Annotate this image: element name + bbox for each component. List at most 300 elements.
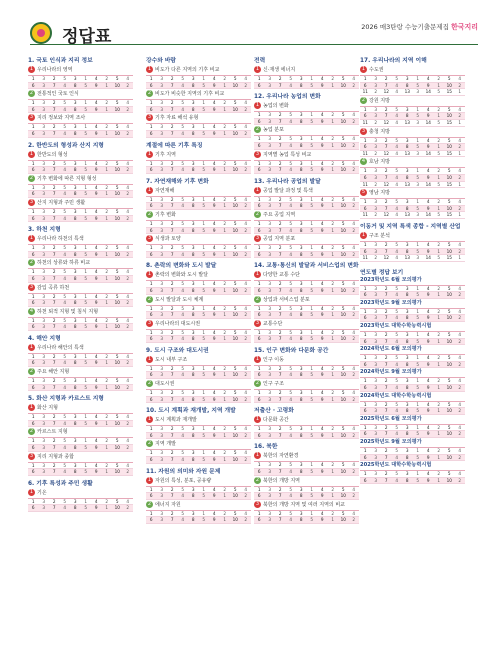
section [146,263,251,343]
answer-row: 1 3 2 5 3 1 4 2 5 4 [28,161,133,168]
section [146,469,251,524]
answer-grid [146,75,251,89]
answer-row: 6 3 7 4 8 5 9 1 10 2 [28,385,133,392]
answer-row: 6 3 7 4 8 5 9 1 10 2 [254,469,359,476]
answer-grid [146,160,251,174]
section [146,58,251,138]
answer-row: 6 3 7 4 8 5 9 1 10 2 [28,469,133,476]
answer-row: 1 3 2 5 3 1 4 2 5 4 [254,366,359,373]
answer-row: 1 3 2 5 3 1 4 2 5 4 [146,366,251,373]
section-title: 8. 촌락의 변화와 도시 발달 [146,263,217,270]
number-badge: 3 [147,235,152,242]
section [146,408,251,463]
answer-grid [254,329,359,343]
answer-row: 1 3 2 5 3 1 4 2 5 4 [254,136,359,143]
answer-row: 1 3 2 5 3 1 4 2 5 4 [28,209,133,216]
subsection-title: 3 기후 자료 해석 유형 [147,114,199,122]
number-badge: 1 [147,186,152,193]
section [254,348,359,403]
answer-row: 6 3 7 4 8 5 9 1 10 2 [254,203,359,210]
exam-year-title: 2023학년도 대학수학능력시험 [360,323,432,330]
answer-grid [360,354,465,368]
subsection-title: 1 농업의 변화 [255,102,289,110]
column-2 [146,58,251,529]
answer-grid [360,401,465,415]
subsection-title: 1 북한의 자연환경 [255,452,299,460]
number-badge: 4 [29,307,34,314]
answer-row: 11 2 12 4 13 3 14 5 15 1 [360,212,465,219]
number-badge: 3 [29,114,34,121]
subsection-title: 3 북한의 개방 지역 및 여러 지역의 비교 [255,500,345,508]
answer-row: 6 3 7 4 8 5 9 1 10 2 [254,433,359,440]
answer-row: 1 3 2 5 3 1 4 2 5 4 [28,269,133,276]
answer-grid [146,365,251,379]
number-badge: 1 [255,102,260,109]
answer-row: 1 3 2 5 3 1 4 2 5 4 [28,100,133,107]
answer-row: 1 3 2 5 3 1 4 2 5 4 [146,245,251,252]
subsection-title: 2 에너지 자원 [147,500,181,508]
header [0,0,500,56]
subsection-title: 2 전통적인 국토 인식 [29,90,79,98]
answer-row: 1 3 2 5 3 1 4 2 5 4 [360,402,465,409]
answer-row: 6 3 7 4 8 5 9 1 10 2 [254,228,359,235]
section [28,336,133,391]
answer-grid [146,449,251,463]
answer-row: 6 3 7 4 8 5 9 1 10 2 [254,252,359,259]
answer-grid [254,425,359,439]
answer-row: 6 3 7 4 8 5 9 1 10 2 [28,360,133,367]
section-title: 11. 자원의 의미와 자원 문제 [146,468,221,475]
subsection-title: 2 비도가 비슷한 지역의 기후 비교 [147,90,225,98]
subsection-title: 1 다양한 교통 수단 [255,271,300,279]
number-badge: 2 [29,90,34,97]
exam-year-title: 2025학년도 6월 모의평가 [360,415,422,422]
answer-row: 1 3 2 5 3 1 4 2 5 4 [146,76,251,83]
column-4 [360,58,465,484]
answer-row: 1 3 2 5 3 1 4 2 5 4 [254,281,359,288]
answer-grid [254,244,359,258]
answer-grid [146,486,251,500]
answer-row: 1 3 2 5 3 1 4 2 5 4 [146,281,251,288]
answer-row: 6 3 7 4 8 5 9 1 10 2 [146,131,251,138]
section-title: 강수와 바람 [146,58,177,64]
answer-row: 1 3 2 5 3 1 4 2 5 4 [254,245,359,252]
subsection-title: 1 우리나라의 영역 [29,66,73,73]
answer-row: 11 2 12 4 13 3 14 5 15 1 [360,255,465,262]
subsection-title: 2 하천의 상류와 하류 비교 [29,259,91,267]
answer-row: 6 3 7 4 8 5 9 1 10 2 [254,493,359,500]
answer-row: 1 3 2 5 3 1 4 2 5 4 [146,221,251,228]
number-badge: 2 [255,380,260,387]
number-badge: 2 [29,428,34,435]
section-title: 6. 기후 특성과 주민 생활 [28,480,93,487]
number-badge: 2 [255,126,260,133]
answer-row: 6 3 7 4 8 5 9 1 10 2 [360,144,465,151]
answer-grid [28,75,133,89]
subsection-title: 1 우리나라 하천의 특색 [29,235,84,243]
answer-grid [360,285,465,299]
answer-grid [254,135,359,149]
subsection-title: 2 도시 발달과 도시 체계 [147,295,204,303]
number-badge: 1 [29,488,34,495]
answer-row: 1 3 2 5 3 1 4 2 5 4 [254,112,359,119]
subsection-title: 1 비도가 다른 지역의 기후 비교 [147,66,220,73]
answer-row: 1 3 2 5 3 1 4 2 5 4 [28,185,133,192]
answer-row: 6 3 7 4 8 5 9 1 10 2 [28,324,133,331]
section [28,58,133,138]
subsection-title: 1 신·재생 에너지 [255,66,296,73]
number-badge: 3 [147,114,152,121]
number-badge: 1 [147,416,152,423]
answer-row: 1 3 2 5 3 1 4 2 5 4 [360,242,465,249]
column-3 [254,58,359,529]
answer-grid [254,510,359,524]
section-title: 5. 화산 지형과 카르스트 지형 [28,396,104,403]
answer-grid [146,220,251,234]
answer-row: 1 3 2 5 3 1 4 2 5 4 [360,286,465,293]
subsection-title: 3 지리 지형과 종합 [29,452,74,460]
answer-row: 1 3 2 5 3 1 4 2 5 4 [360,138,465,145]
answer-row: 1 3 2 5 3 1 4 2 5 4 [28,414,133,421]
answer-row: 11 2 12 4 13 3 14 5 15 1 [360,89,465,96]
answer-row: 6 3 7 4 8 5 9 1 10 2 [360,206,465,213]
page-subtitle: 2026 매3탄랑 수능기출문제집 한국지리 [361,23,478,31]
answer-row: 6 3 7 4 8 5 9 1 10 2 [28,131,133,138]
section-title: 저출산 · 고령화 [254,408,294,415]
subsection-title: 1 자원의 특성, 분포, 공유량 [147,476,212,484]
number-badge: 4 [361,158,366,165]
number-badge: 3 [29,283,34,290]
subsection-title: 2 주요 공업 지역 [255,210,296,218]
number-badge: 2 [29,174,34,181]
section-title: 3. 하천 지형 [28,227,61,234]
answer-grid [28,462,133,476]
section [28,481,133,512]
subsection-title: 1 우리나라 해안의 특색 [29,343,84,351]
section-title: 7. 자연재해와 기후 변화 [146,178,209,185]
answer-row: 6 3 7 4 8 5 9 1 10 2 [360,455,465,462]
section [146,179,251,259]
answer-row: 6 3 7 4 8 5 9 1 10 2 [360,408,465,415]
section [254,263,359,343]
answer-row: 6 3 7 4 8 5 9 1 10 2 [254,372,359,379]
answer-row: 1 3 2 5 3 1 4 2 5 4 [254,390,359,397]
subsection-title: 3 산지 지형과 주민 생활 [29,198,86,206]
section [254,94,359,174]
answer-grid [360,447,465,461]
answer-row: 6 3 7 4 8 5 9 1 10 2 [146,288,251,295]
subsection-title: 2 카르스트 지형 [29,428,68,436]
answer-grid [146,99,251,113]
number-badge: 3 [29,198,34,205]
answer-grid [254,305,359,319]
answer-grid [360,106,465,127]
answer-grid [360,424,465,438]
answer-row: 6 3 7 4 8 5 9 1 10 2 [28,300,133,307]
answer-grid [360,75,465,96]
answer-row: 1 3 2 5 3 1 4 2 5 4 [146,124,251,131]
answer-grid [28,244,133,258]
number-badge: 1 [29,66,34,72]
number-badge: 3 [255,150,260,157]
answer-grid [28,437,133,451]
answer-grid [254,196,359,210]
answer-row: 6 3 7 4 8 5 9 1 10 2 [28,107,133,114]
answer-grid [360,377,465,391]
answer-row: 1 3 2 5 3 1 4 2 5 4 [254,161,359,168]
answer-row: 6 3 7 4 8 5 9 1 10 2 [254,167,359,174]
answer-row: 6 3 7 4 8 5 9 1 10 2 [28,83,133,90]
answer-grid [28,413,133,427]
subsection-title: 1 인구 이동 [255,355,284,363]
number-badge: 2 [147,210,152,217]
answer-row: 6 3 7 4 8 5 9 1 10 2 [360,385,465,392]
answer-row: 6 3 7 4 8 5 9 1 10 2 [360,339,465,346]
exam-year-title: 2024학년도 9월 모의평가 [360,369,422,376]
section [28,227,133,331]
answer-row: 6 3 7 4 8 5 9 1 10 2 [146,457,251,464]
subsection-title: 2 기후 변화 [147,210,176,218]
answer-grid [254,486,359,500]
answer-row: 1 3 2 5 3 1 4 2 5 4 [146,306,251,313]
subsection-title: 2 상업과 서비스업 분포 [255,295,310,303]
number-badge: 1 [29,404,34,411]
section-title: 13. 우리나라 공업의 발달 [254,178,321,185]
number-badge: 2 [255,295,260,302]
answer-grid [28,160,133,174]
answer-row: 1 3 2 5 3 1 4 2 5 4 [28,438,133,445]
section [254,179,359,259]
answer-row: 1 3 2 5 3 1 4 2 5 4 [254,487,359,494]
answer-row: 1 3 2 5 3 1 4 2 5 4 [146,511,251,518]
answers-title: 연도별 정답 보기 [360,269,404,276]
header-rule [30,44,478,45]
answer-row: 1 3 2 5 3 1 4 2 5 4 [254,330,359,337]
section-title: 1. 국토 인식과 지리 정보 [28,58,93,64]
number-badge: 3 [255,500,260,507]
answer-row: 1 3 2 5 3 1 4 2 5 4 [254,426,359,433]
answer-row: 1 3 2 5 3 1 4 2 5 4 [360,471,465,478]
section [360,58,465,219]
answer-row: 1 3 2 5 3 1 4 2 5 4 [146,426,251,433]
number-badge: 1 [255,452,260,459]
number-badge: 1 [147,271,152,278]
subsection-title: 4 하천 퇴적 지형 및 침식 지형 [29,307,99,315]
answer-row: 1 3 2 5 3 1 4 2 5 4 [146,390,251,397]
subsection-title: 1 한반도의 형성 [29,150,68,158]
section [254,408,359,439]
answer-row: 1 3 2 5 3 1 4 2 5 4 [146,197,251,204]
answer-row: 1 3 2 5 3 1 4 2 5 4 [28,463,133,470]
subsection-title: 2 대도시권 [147,380,175,388]
answer-grid [28,498,133,512]
answer-grid [360,331,465,345]
number-badge: 2 [29,259,34,266]
answer-row: 6 3 7 4 8 5 9 1 10 2 [28,421,133,428]
answer-row: 6 3 7 4 8 5 9 1 10 2 [146,167,251,174]
subsection-title: 1 도시 계획과 재개발 [147,416,197,424]
answer-row: 1 3 2 5 3 1 4 2 5 4 [360,448,465,455]
answer-grid [146,329,251,343]
subsection-title: 5 영남 지방 [361,189,390,197]
answer-row: 1 3 2 5 3 1 4 2 5 4 [146,100,251,107]
number-badge: 1 [255,66,260,72]
number-badge: 1 [255,416,260,423]
answer-row: 1 3 2 5 3 1 4 2 5 4 [28,294,133,301]
number-badge: 1 [29,343,34,350]
answer-grid [254,280,359,294]
subsection-title: 1 화산 지형 [29,404,58,412]
answer-row: 1 3 2 5 3 1 4 2 5 4 [146,487,251,494]
answer-grid [28,317,133,331]
answer-grid [254,365,359,379]
answer-row: 6 3 7 4 8 5 9 1 10 2 [360,362,465,369]
number-badge: 5 [361,189,366,196]
answer-grid [28,268,133,282]
exam-year-title: 2025학년도 9월 모의평가 [360,439,422,445]
subsection-title: 3 충청 지방 [361,127,390,135]
answer-row: 6 3 7 4 8 5 9 1 10 2 [146,107,251,114]
answer-grid [146,196,251,210]
answer-row: 6 3 7 4 8 5 9 1 10 2 [360,292,465,299]
subsection-title: 2 북한의 개방 지역 [255,476,300,484]
subsection-title: 1 자연재해 [147,186,175,194]
section [28,143,133,223]
answer-row: 6 3 7 4 8 5 9 1 10 2 [146,336,251,343]
answer-grid [146,425,251,439]
number-badge: 2 [147,90,152,97]
section-title: 9. 도시 구조와 대도시권 [146,347,209,354]
answer-row: 6 3 7 4 8 5 9 1 10 2 [28,252,133,259]
answer-row: 6 3 7 4 8 5 9 1 10 2 [360,249,465,256]
number-badge: 2 [147,500,152,507]
answer-grid [146,389,251,403]
answer-row: 11 2 12 4 13 3 14 5 15 1 [360,151,465,158]
subsection-title: 3 감입 곡류 하천 [29,283,70,291]
answer-row: 1 3 2 5 3 1 4 2 5 4 [360,332,465,339]
answer-row: 6 3 7 4 8 5 9 1 10 2 [28,276,133,283]
answer-grid [254,389,359,403]
answer-row: 1 3 2 5 3 1 4 2 5 4 [360,378,465,385]
answer-row: 6 3 7 4 8 5 9 1 10 2 [146,203,251,210]
answer-grid [28,293,133,307]
answer-row: 1 3 2 5 3 1 4 2 5 4 [28,76,133,83]
subsection-title: 3 지리 정보와 지역 조사 [29,114,86,122]
subsection-title: 1 구조 분석 [361,231,390,239]
answer-grid [28,353,133,367]
column-1 [28,58,133,517]
number-badge: 1 [147,476,152,483]
section-title: 이동거 및 지역 특색 종합 - 지역별 산업 [360,223,461,230]
section [254,444,359,524]
answer-grid [360,470,465,484]
number-badge: 3 [255,235,260,242]
answer-row: 6 3 7 4 8 5 9 1 10 2 [146,312,251,319]
answer-row: 6 3 7 4 8 5 9 1 10 2 [254,288,359,295]
logo-icon [30,22,52,44]
answer-row: 6 3 7 4 8 5 9 1 10 2 [254,143,359,150]
subsection-title: 2 지역 개발 [147,440,176,448]
number-badge: 1 [29,235,34,242]
number-badge: 2 [255,210,260,217]
number-badge: 3 [361,127,366,134]
number-badge: 1 [29,150,34,157]
subsection-title: 1 수도권 [361,66,384,73]
answer-grid [28,208,133,222]
subsection-title: 2 강원 지방 [361,96,390,104]
subsection-title: 1 다문화 공간 [255,416,289,424]
subsection-title: 1 공업 발달 과정 및 특색 [255,186,313,194]
answer-grid [254,75,359,89]
answer-grid [146,305,251,319]
answer-row: 1 3 2 5 3 1 4 2 5 4 [254,511,359,518]
subsection-title: 3 교통수단 [255,319,283,327]
answer-grid [254,220,359,234]
number-badge: 1 [147,150,152,157]
answer-row: 1 3 2 5 3 1 4 2 5 4 [360,355,465,362]
section [146,348,251,403]
subsection-title: 1 기후 지역 [147,150,176,158]
exam-year-title: 2025학년도 대학수학능력시험 [360,462,432,469]
section-title: 10. 도시 계획과 재개발, 지역 개발 [146,408,236,415]
section-title: 12. 우리나라 농업의 변화 [254,94,321,101]
answer-row: 6 3 7 4 8 5 9 1 10 2 [360,175,465,182]
answer-grid [146,123,251,137]
section-title: 계절에 따른 기후 특징 [146,142,203,149]
answer-row: 6 3 7 4 8 5 9 1 10 2 [254,397,359,404]
answer-row: 1 3 2 5 3 1 4 2 5 4 [254,76,359,83]
answer-row: 6 3 7 4 8 5 9 1 10 2 [254,312,359,319]
subsection-title: 2 농업 분포 [255,126,284,134]
answer-row: 6 3 7 4 8 5 9 1 10 2 [28,505,133,512]
number-badge: 1 [255,186,260,193]
number-badge: 1 [147,355,152,362]
exam-year-title: 2024학년도 6월 모의평가 [360,346,422,353]
subsection-title: 1 도시 내부 구조 [147,355,188,363]
answer-row: 6 3 7 4 8 5 9 1 10 2 [28,216,133,223]
answer-row: 6 3 7 4 8 5 9 1 10 2 [360,113,465,120]
answer-row: 6 3 7 4 8 5 9 1 10 2 [146,493,251,500]
section-title: 전력 [254,58,266,64]
section [146,143,251,174]
answer-row: 1 3 2 5 3 1 4 2 5 4 [254,462,359,469]
page-title: 정답표 [62,27,112,47]
answer-row: 6 3 7 4 8 5 9 1 10 2 [146,397,251,404]
answer-grid [360,137,465,158]
answer-grid [254,160,359,174]
subsection-title: 4 호남 지방 [361,158,390,166]
answer-grid [360,241,465,262]
answer-row: 6 3 7 4 8 5 9 1 10 2 [28,191,133,198]
answer-grid [254,461,359,475]
answer-grid [146,280,251,294]
subsection-title: 3 지역별 농업 특성 비교 [255,150,312,158]
answer-row: 6 3 7 4 8 5 9 1 10 2 [360,431,465,438]
answer-row: 1 3 2 5 3 1 4 2 5 4 [360,199,465,206]
exam-year-title: 2023학년도 9월 모의평가 [360,299,422,306]
section [28,396,133,476]
answer-row: 6 3 7 4 8 5 9 1 10 2 [254,83,359,90]
answer-grid [146,510,251,524]
answer-row: 1 3 2 5 3 1 4 2 5 4 [28,318,133,325]
answer-row: 1 3 2 5 3 1 4 2 5 4 [360,107,465,114]
answer-grid [28,184,133,198]
answer-row: 6 3 7 4 8 5 9 1 10 2 [146,433,251,440]
answer-grid [360,167,465,188]
answer-row: 6 3 7 4 8 5 9 1 10 2 [254,119,359,126]
subsection-title: 1 촌락의 변화와 도시 발달 [147,271,209,279]
section-title: 4. 해안 지형 [28,335,61,342]
